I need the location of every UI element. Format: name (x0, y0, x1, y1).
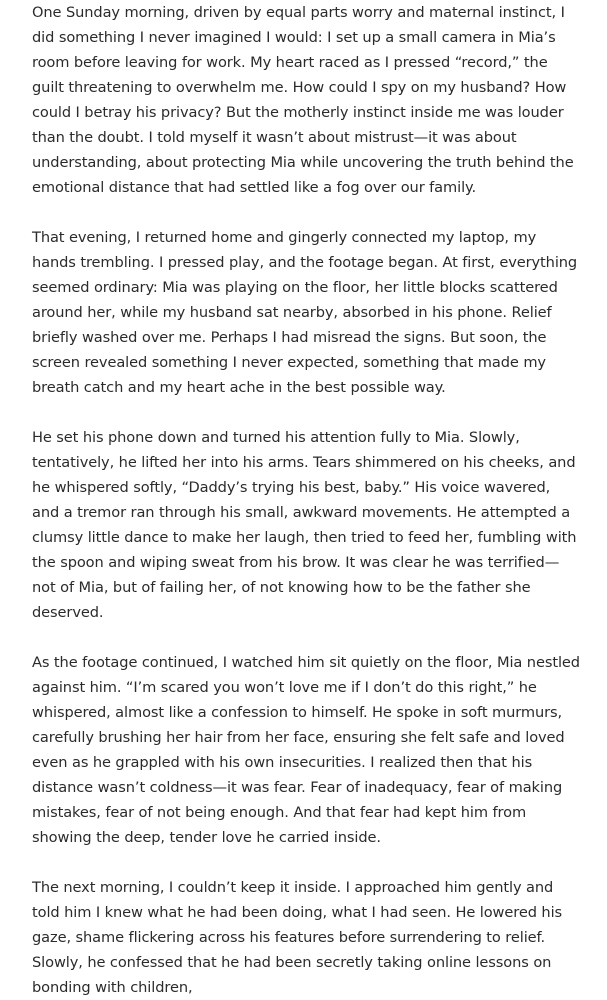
paragraph-watching-footage: That evening, I returned home and gingerly connected my laptop, my hands trembling. I pressed play, and the footage began. At first, everything seemed ordinary: Mia was playing on the floor, her little blocks scattered around her, while my husband sat nearby, absorbed in his phone. Relief briefly washed over me. Perhaps I had misread the signs. But soon, the screen revealed something I never expected, something that made my breath catch and my heart ache in the best possible way. (32, 229, 578, 396)
paragraph-confession-to-self: As the footage continued, I watched him sit quietly on the floor, Mia nestled against him. “I’m scared you won’t love me if I don’t do this right,” he whispered, almost like a confession to himself. He spoke in soft murmurs, carefully brushing her hair from her face, ensuring she felt safe and loved even as he grappled with his own insecurities. I realized then that his distance wasn’t coldness—it was fear. Fear of inadequacy, fear of making mistakes, fear of not being enough. And that fear had kept him from showing the deep, tender love he carried inside. (32, 654, 580, 846)
paragraph-next-morning: The next morning, I couldn’t keep it inside. I approached him gently and told him I knew what he had been doing, what I had seen. He lowered his gaze, shame flickering across his features before surrendering to relief. Slowly, he confessed that he had been secretly taking online lessons on bonding with children, (32, 879, 563, 996)
paragraph-father-with-mia: He set his phone down and turned his attention fully to Mia. Slowly, tentatively, he lifted her into his arms. Tears shimmered on his cheeks, and he whispered softly, “Daddy’s trying his best, baby.” His voice wavered, and a tremor ran through his small, awkward movements. He attempted a clumsy little dance to make her laugh, then tried to feed her, fumbling with the spoon and wiping sweat from his brow. It was clear he was terrified—not of Mia, but of failing her, of not knowing how to be the father she deserved. (32, 429, 577, 621)
paragraph-camera-setup: One Sunday morning, driven by equal parts worry and maternal instinct, I did something I never imagined I would: I set up a small camera in Mia’s room before leaving for work. My heart raced as I pressed “record,” the guilt threatening to overwhelm me. How could I spy on my husband? How could I betray his privacy? But the motherly instinct inside me was louder than the doubt. I told myself it wasn’t about mistrust—it was about understanding, about protecting Mia while uncovering the truth behind the emotional distance that had settled like a fog over our family. (32, 4, 574, 196)
